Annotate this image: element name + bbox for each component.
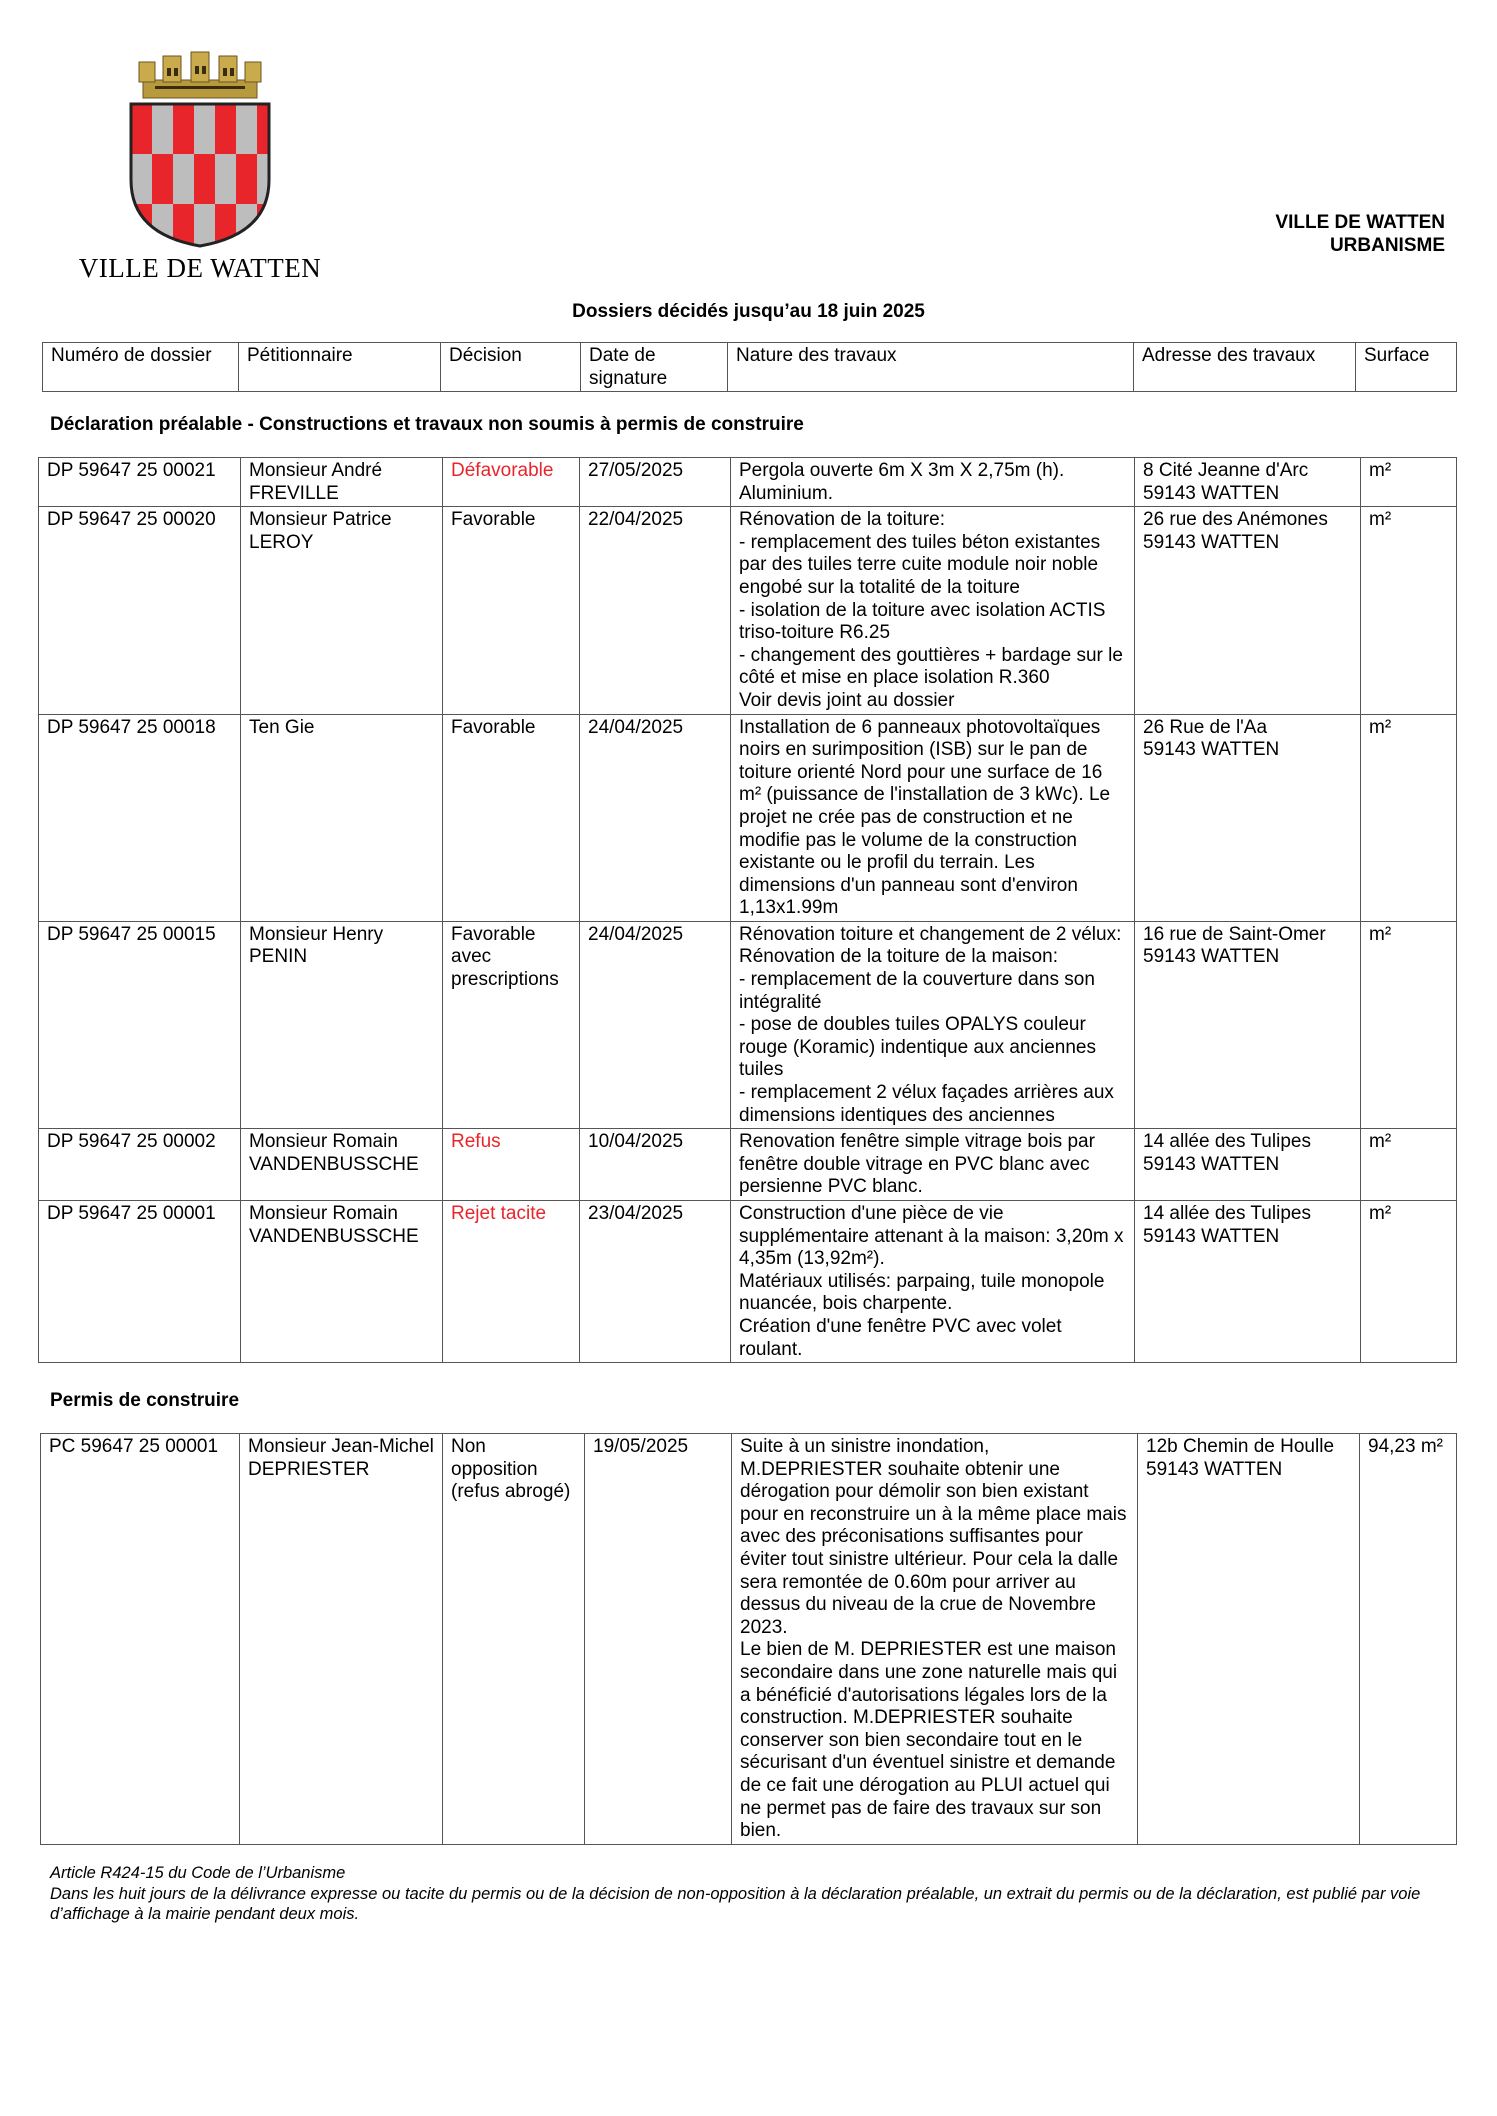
cell-nature: Renovation fenêtre simple vitrage bois par fenêtre double vitrage en PVC blanc avec persienne PVC blanc. — [731, 1129, 1135, 1201]
org-name: VILLE DE WATTEN — [1275, 212, 1445, 233]
cell-decision: Favorable — [443, 507, 580, 714]
table-row — [39, 507, 1457, 714]
table-row — [41, 1434, 1457, 1845]
cell-numero: DP 59647 25 00001 — [39, 1201, 241, 1363]
cell-petitionnaire: Ten Gie — [241, 714, 443, 921]
cell-date: 27/05/2025 — [580, 458, 731, 507]
cell-numero: DP 59647 25 00002 — [39, 1129, 241, 1201]
table-row — [39, 1129, 1457, 1201]
section-title: Déclaration préalable - Constructions et travaux non soumis à permis de construire — [50, 414, 804, 435]
cell-petitionnaire: Monsieur Romain VANDENBUSSCHE — [241, 1201, 443, 1363]
cell-numero: DP 59647 25 00020 — [39, 507, 241, 714]
cell-decision: Favorable — [443, 714, 580, 921]
footer-text: Dans les huit jours de la délivrance expresse ou tacite du permis ou de la décision de non-opposition à la déclaration préalable, un extrait du permis ou de la déclaration, est publié par voie d’affichage à la mairie pendant deux mois. — [50, 1884, 1421, 1923]
cell-petitionnaire: Monsieur Jean-Michel DEPRIESTER — [240, 1434, 443, 1845]
cell-petitionnaire: Monsieur André FREVILLE — [241, 458, 443, 507]
table-row — [39, 1201, 1457, 1363]
cell-surface: m² — [1361, 458, 1457, 507]
cell-date: 24/04/2025 — [580, 714, 731, 921]
header-cell: Surface — [1356, 343, 1457, 392]
cell-decision: Non opposition (refus abrogé) — [443, 1434, 585, 1845]
footer-article: Article R424-15 du Code de l’Urbanisme — [50, 1864, 346, 1882]
cell-nature: Installation de 6 panneaux photovoltaïques noirs en surimposition (ISB) sur le pan de toiture orienté Nord pour une surface de 16 m² (puissance de l'installation de 3 kWc). Le projet ne crée pas de construction et ne modifie pas le volume de la construction existante ou le profil du terrain. Les dimensions d'un panneau sont d'environ 1,13x1.99m — [731, 714, 1135, 921]
cell-numero: DP 59647 25 00018 — [39, 714, 241, 921]
cell-surface: m² — [1361, 921, 1457, 1128]
header-cell: Nature des travaux — [728, 343, 1134, 392]
cell-date: 22/04/2025 — [580, 507, 731, 714]
cell-numero: DP 59647 25 00015 — [39, 921, 241, 1128]
cell-numero: PC 59647 25 00001 — [41, 1434, 240, 1845]
cell-surface: m² — [1361, 714, 1457, 921]
org-department: URBANISME — [1329, 235, 1445, 256]
cell-adresse: 26 rue des Anémones 59143 WATTEN — [1135, 507, 1361, 714]
footer-note — [50, 1863, 1445, 1925]
header-cell: Pétitionnaire — [239, 343, 441, 392]
section-title: Permis de construire — [50, 1390, 240, 1411]
cell-petitionnaire: Monsieur Henry PENIN — [241, 921, 443, 1128]
cell-adresse: 12b Chemin de Houlle 59143 WATTEN — [1138, 1434, 1360, 1845]
table-row — [39, 714, 1457, 921]
cell-date: 23/04/2025 — [580, 1201, 731, 1363]
cell-decision: Refus — [443, 1129, 580, 1201]
cell-surface: m² — [1361, 507, 1457, 714]
cell-decision: Favorable avec prescriptions — [443, 921, 580, 1128]
column-header-table — [42, 342, 1457, 392]
header-cell: Numéro de dossier — [43, 343, 239, 392]
cell-numero: DP 59647 25 00021 — [39, 458, 241, 507]
coat-of-arms-icon — [125, 48, 275, 248]
dossier-table — [38, 457, 1457, 1363]
cell-date: 24/04/2025 — [580, 921, 731, 1128]
header-cell: Décision — [441, 343, 581, 392]
cell-petitionnaire: Monsieur Romain VANDENBUSSCHE — [241, 1129, 443, 1201]
cell-adresse: 14 allée des Tulipes 59143 WATTEN — [1135, 1129, 1361, 1201]
cell-surface: m² — [1361, 1201, 1457, 1363]
dossier-table — [40, 1433, 1457, 1845]
cell-nature: Pergola ouverte 6m X 3m X 2,75m (h). Aluminium. — [731, 458, 1135, 507]
logo-label: VILLE DE WATTEN — [78, 253, 322, 283]
cell-decision: Rejet tacite — [443, 1201, 580, 1363]
table-row — [39, 921, 1457, 1128]
cell-decision: Défavorable — [443, 458, 580, 507]
cell-adresse: 8 Cité Jeanne d'Arc 59143 WATTEN — [1135, 458, 1361, 507]
cell-surface: m² — [1361, 1129, 1457, 1201]
cell-nature: Suite à un sinistre inondation, M.DEPRIESTER souhaite obtenir une dérogation pour démolir son bien existant pour en reconstruire un à la même place mais avec des préconisations suffisantes pour éviter tout sinistre ultérieur. Pour cela la dalle sera remontée de 0.60m pour arriver au dessus du niveau de la crue de Novembre 2023. Le bien de M. DEPRIESTER est une maison secondaire dans une zone naturelle mais qui a bénéficié d'autorisations légales lors de la construction. M.DEPRIESTER souhaite conserver son bien secondaire tout en le sécurisant d'un éventuel sinistre et demande de ce fait une dérogation au PLUI actuel qui ne permet pas de faire des travaux sur son bien. — [732, 1434, 1138, 1845]
cell-nature: Rénovation de la toiture: - remplacement des tuiles béton existantes par des tuiles terre cuite module noir noble engobé sur la totalité de la toiture - isolation de la toiture avec isolation ACTIS triso-toiture R6.25 - changement des gouttières + bardage sur le côté et mise en place isolation R.360 Voir devis joint au dossier — [731, 507, 1135, 714]
header-cell: Adresse des travaux — [1134, 343, 1356, 392]
cell-nature: Rénovation toiture et changement de 2 vélux: Rénovation de la toiture de la maison: - remplacement de la couverture dans son intégralité - pose de doubles tuiles OPALYS couleur rouge (Koramic) indentique aux anciennes tuiles - remplacement 2 vélux façades arrières aux dimensions identiques des anciennes — [731, 921, 1135, 1128]
cell-adresse: 16 rue de Saint-Omer 59143 WATTEN — [1135, 921, 1361, 1128]
cell-nature: Construction d'une pièce de vie supplémentaire attenant à la maison: 3,20m x 4,35m (13,92m²). Matériaux utilisés: parpaing, tuile monopole nuancée, bois charpente. Création d'une fenêtre PVC avec volet roulant. — [731, 1201, 1135, 1363]
table-body — [39, 458, 1457, 1363]
cell-date: 10/04/2025 — [580, 1129, 731, 1201]
document-title: Dossiers décidés jusqu’au 18 juin 2025 — [572, 301, 925, 322]
header-row — [43, 343, 1457, 392]
cell-surface: 94,23 m² — [1360, 1434, 1457, 1845]
logo — [70, 48, 330, 288]
cell-petitionnaire: Monsieur Patrice LEROY — [241, 507, 443, 714]
table-row — [39, 458, 1457, 507]
organization-header — [1275, 211, 1445, 257]
cell-date: 19/05/2025 — [585, 1434, 732, 1845]
cell-adresse: 14 allée des Tulipes 59143 WATTEN — [1135, 1201, 1361, 1363]
table-body — [41, 1434, 1457, 1845]
header-cell: Date de signature — [581, 343, 728, 392]
cell-adresse: 26 Rue de l'Aa 59143 WATTEN — [1135, 714, 1361, 921]
